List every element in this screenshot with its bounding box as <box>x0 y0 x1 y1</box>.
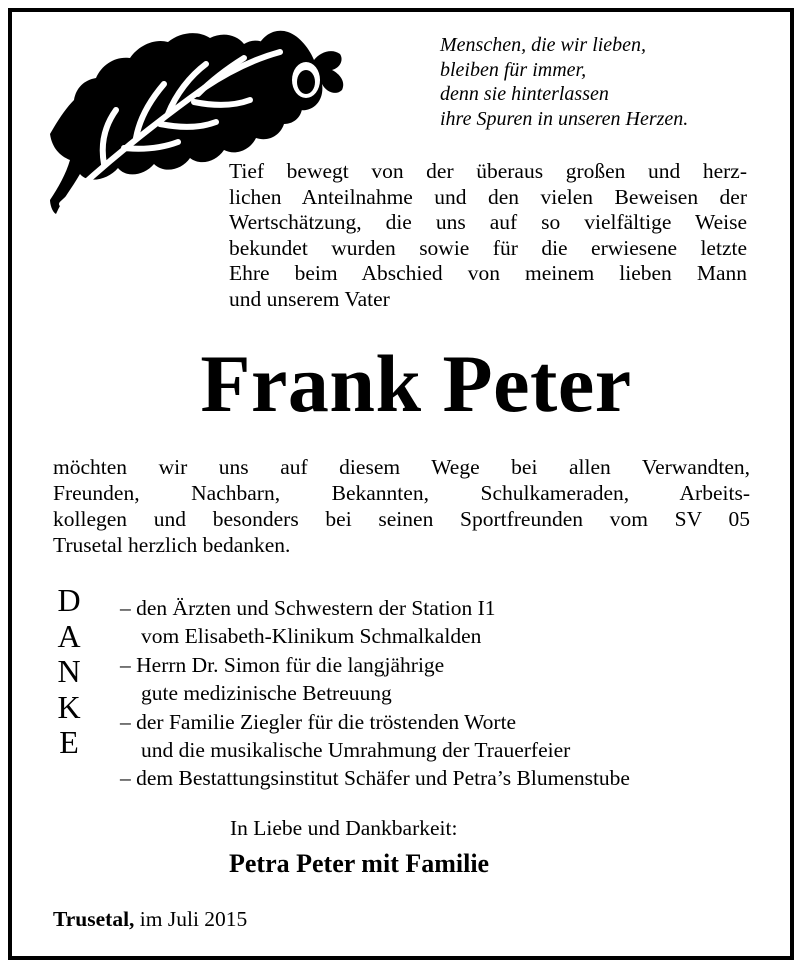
acknowledgement-item: – dem Bestattungsinstitut Schäfer und Petra’s Blumenstube <box>120 766 630 791</box>
thanks-line: möchten wir uns auf diesem Wege bei allen Verwandten, <box>53 455 750 479</box>
deceased-name: Frank Peter <box>200 338 632 429</box>
acknowledgement-item: – der Familie Ziegler für die tröstenden Worte <box>120 709 517 734</box>
closing-line: In Liebe und Dankbarkeit: <box>230 816 458 840</box>
intro-line: Ehre beim Abschied von meinem lieben Mann <box>229 261 747 286</box>
quote-line: bleiben für immer, <box>440 58 587 81</box>
danke-letter: E <box>59 724 79 760</box>
danke-letter: N <box>57 653 81 689</box>
intro-line: lichen Anteilnahme und den vielen Beweisen der <box>229 184 747 209</box>
thanks-line: Trusetal herzlich bedanken. <box>53 533 291 557</box>
acknowledgement-item: – den Ärzten und Schwestern der Station I1 <box>120 596 496 620</box>
acknowledgement-item: – Herrn Dr. Simon für die langjährige <box>120 652 445 677</box>
acknowledgement-continuation: vom Elisabeth-Klinikum Schmalkalden <box>141 624 482 649</box>
intro-line: und unserem Vater <box>229 286 390 311</box>
acknowledgement-continuation: und die musikalische Umrahmung der Trauerfeier <box>141 738 571 763</box>
place-date <box>53 906 247 932</box>
intro-paragraph <box>229 159 747 313</box>
place-date-text: im Juli 2015 <box>139 907 248 931</box>
place-town: Trusetal, <box>53 907 135 931</box>
danke-vertical <box>52 583 86 761</box>
intro-line: Tief bewegt von der überaus großen und herz- <box>229 159 747 183</box>
intro-line: Wertschätzung, die uns auf so vielfältige Weise <box>229 210 747 235</box>
quote-line: denn sie hinterlassen <box>440 83 609 105</box>
danke-letter: D <box>57 582 81 618</box>
danke-letter: A <box>57 617 81 654</box>
acknowledgement-continuation: gute medizinische Betreuung <box>141 681 392 706</box>
acknowledgements-list <box>120 594 760 793</box>
quote-line: ihre Spuren in unseren Herzen. <box>440 107 689 130</box>
memorial-quote <box>440 33 770 131</box>
thanks-line: kollegen und besonders bei seinen Sportfreunden vom SV 05 <box>53 507 750 531</box>
signature: Petra Peter mit Familie <box>229 849 490 878</box>
thanks-line: Freunden, Nachbarn, Bekannten, Schulkameraden, Arbeits- <box>53 481 750 505</box>
danke-letter: K <box>57 688 81 725</box>
thanks-paragraph <box>53 454 750 558</box>
intro-line: bekundet wurden sowie für die erwiesene letzte <box>229 235 747 260</box>
quote-line: Menschen, die wir lieben, <box>440 34 647 56</box>
